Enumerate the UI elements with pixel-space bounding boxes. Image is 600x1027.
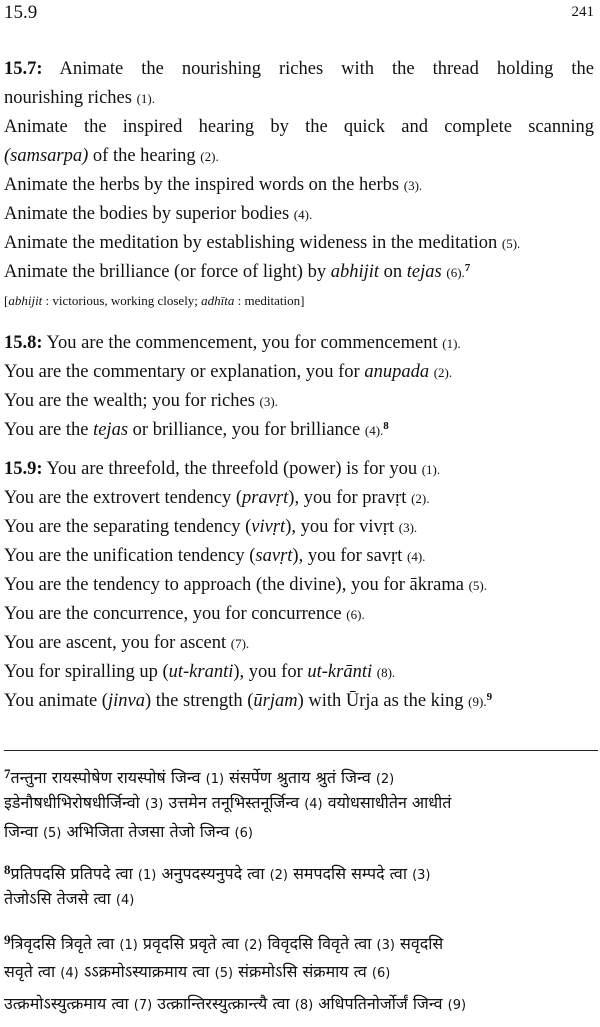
gloss-text: : victorious, working closely; [42, 293, 202, 308]
gloss-term: adhīta [201, 293, 235, 308]
verse-text: Animate the meditation by establishing wideness in the meditation [4, 233, 498, 253]
gloss-text: : meditation] [234, 293, 305, 308]
term: tejas [406, 262, 442, 282]
verse-15-8-line-1 [4, 332, 594, 355]
verse-text: You are the commentary or explanation, you for [4, 362, 365, 382]
verse-text: You are the tendency to approach (the divine), you for ākrama [4, 575, 464, 595]
verse-15-7-line-2 [4, 87, 594, 110]
verse-text: ), you for vivṛt [285, 517, 395, 537]
verse-15-7-line-4 [4, 145, 594, 168]
term: savṛt [255, 546, 293, 566]
verse-number: (3) [412, 868, 431, 883]
page-number: 241 [571, 4, 594, 20]
verse-number: (7) [133, 998, 153, 1013]
term: anupada [364, 362, 430, 382]
footnote-marker: 7 [464, 262, 471, 274]
sanskrit-text: सवृदसि [400, 934, 444, 953]
sanskrit-text: अधिपतिनोर्जोर्जं जिन्व [318, 994, 443, 1013]
sanskrit-text: संक्रमोऽसि संक्रमाय त्व [238, 962, 367, 981]
verse-15-9-line-8 [4, 661, 594, 684]
verse-number: (4) [60, 966, 79, 981]
verse-number: (3) [376, 938, 395, 953]
verse-number: (4). [364, 423, 384, 438]
verse-number: (8) [294, 998, 314, 1013]
verse-15-7-line-7 [4, 232, 594, 255]
term: ut-kranti [168, 662, 234, 682]
sanskrit-text: प्रवृदसि प्रवृते त्वा [142, 934, 239, 953]
verse-number: (1). [136, 91, 155, 106]
verse-label: 15.7: [4, 59, 43, 79]
verse-15-9-line-1 [4, 458, 594, 481]
term: (samsarpa) [4, 146, 89, 166]
term: ūrjam [253, 691, 298, 711]
verse-15-8-line-3 [4, 390, 594, 413]
verse-number: (2) [269, 868, 288, 883]
verse-number: (5) [214, 966, 234, 981]
verse-text: of the hearing [88, 146, 196, 166]
sanskrit-text: उत्क्रान्तिरस्युत्क्रान्त्यै त्वा [157, 994, 290, 1013]
verse-text: Animate the herbs by the inspired words on the herbs [4, 175, 400, 195]
verse-number: (2) [375, 772, 395, 787]
footnote-9-line-1 [4, 929, 596, 957]
verse-number: (1) [137, 868, 157, 883]
verse-text: ), you for savṛt [292, 546, 403, 566]
verse-number: (6). [446, 265, 465, 280]
footnote-7-line-2 [4, 792, 596, 816]
sanskrit-text: सवृते त्वा [4, 962, 56, 981]
sanskrit-text: अभिजिता तेजसा तेजो जिन्व [66, 822, 230, 841]
verse-text: You are the unification tendency ( [4, 546, 256, 566]
verse-text: ), you for pravṛt [288, 488, 407, 508]
sanskrit-text: वयोधसाधीतेन आधीतं [327, 793, 452, 812]
sanskrit-text: उत्तमेन तनूभिस्तनूर्जिन्व [168, 793, 300, 812]
footnote-8-line-1 [4, 859, 596, 887]
verse-15-7-line-1 [4, 58, 594, 80]
footnote-divider [4, 750, 598, 751]
gloss-text: [ [4, 293, 9, 308]
verse-number: (1) [205, 772, 225, 787]
sanskrit-text: उत्क्रमोऽस्युत्क्रमाय त्वा [4, 994, 129, 1013]
verse-text: You are the wealth; you for riches [4, 391, 255, 411]
verse-number: (3). [259, 394, 278, 409]
term: vivṛt [251, 517, 286, 537]
verse-15-9-line-2 [4, 487, 594, 510]
verse-number: (5). [501, 236, 521, 251]
sanskrit-text: प्रतिपदसि प्रतिपदे त्वा [10, 864, 133, 883]
sanskrit-text: ऽऽक्रमोऽस्याक्रमाय त्वा [83, 962, 210, 981]
term: jinva [107, 691, 145, 711]
verse-15-7-line-3 [4, 116, 594, 138]
verse-number: (4) [304, 797, 323, 812]
footnote-7-line-1 [4, 763, 596, 791]
verse-text: Animate the brilliance (or force of light) by [4, 262, 331, 282]
footnote-8-line-2 [4, 888, 596, 912]
section-header: 15.9 [4, 2, 38, 23]
verse-text: You are the concurrence, you for concurrence [4, 604, 342, 624]
verse-15-9-line-3 [4, 516, 594, 539]
footnote-7-line-3 [4, 821, 596, 845]
sanskrit-text: इडेनौषधीभिरोषधीर्जिन्वो [4, 793, 140, 812]
verse-number: (9). [468, 694, 487, 709]
verse-text: You are the extrovert tendency ( [4, 488, 243, 508]
footnote-number: 8 [4, 862, 11, 877]
term: pravṛt [242, 488, 289, 508]
verse-number: (7). [230, 636, 250, 651]
verse-text: You are the commencement, you for commencement [42, 333, 438, 353]
sanskrit-text: संसर्पेण श्रुताय श्रुतं जिन्व [229, 768, 371, 787]
verse-number: (5) [42, 826, 62, 841]
verse-15-9-line-5 [4, 574, 594, 597]
verse-15-8-line-4 [4, 419, 594, 442]
term: abhijit [330, 262, 380, 282]
verse-text: You are the separating tendency ( [4, 517, 252, 537]
verse-15-9-line-4 [4, 545, 594, 568]
footnote-marker: 9 [486, 691, 493, 703]
verse-text: Animate the bodies by superior bodies [4, 204, 290, 224]
term: ut-krānti [307, 662, 373, 682]
verse-label: 15.8: [4, 333, 43, 353]
verse-text: You are threefold, the threefold (power) is for you [42, 459, 418, 479]
footnote-number: 9 [4, 932, 11, 947]
verse-number: (6) [371, 966, 391, 981]
sanskrit-text: अनुपदस्यनुपदे त्वा [161, 864, 265, 883]
verse-text: You are ascent, you for ascent [4, 633, 227, 653]
verse-text: ) the strength ( [144, 691, 254, 711]
verse-number: (1). [442, 336, 461, 351]
sanskrit-text: तेजोऽसि तेजसे त्वा [4, 889, 111, 908]
verse-number: (6) [234, 826, 253, 841]
verse-15-7-line-6 [4, 203, 594, 226]
sanskrit-text: जिन्वा [4, 822, 38, 841]
verse-text: nourishing riches [4, 88, 132, 108]
verse-number: (4). [406, 549, 426, 564]
verse-15-8-line-2 [4, 361, 594, 384]
verse-number: (3). [403, 178, 423, 193]
verse-text: ) with Ūrja as the king [297, 691, 464, 711]
verse-15-9-line-6 [4, 603, 594, 626]
sanskrit-text: विवृदसि विवृते त्वा [267, 934, 372, 953]
verse-number: (2) [244, 938, 263, 953]
verse-number: (1) [119, 938, 138, 953]
verse-number: (3) [144, 797, 164, 812]
verse-number: (9) [447, 998, 467, 1013]
gloss-term: abhijit [8, 293, 43, 308]
verse-number: (3). [398, 520, 418, 535]
verse-number: (6). [346, 607, 365, 622]
sanskrit-text: समपदसि सम्पदे त्वा [293, 864, 407, 883]
verse-text: or brilliance, you for brilliance [128, 420, 361, 440]
verse-number: (5). [468, 578, 487, 593]
verse-15-7-line-8 [4, 261, 594, 284]
verse-text: You animate ( [4, 691, 108, 711]
verse-number: (2). [411, 491, 430, 506]
verse-text: ), you for [233, 662, 308, 682]
verse-number: (1). [421, 462, 441, 477]
verse-number: (4). [293, 207, 313, 222]
verse-text: on [379, 262, 407, 282]
verse-number: (8). [376, 665, 396, 680]
footnote-number: 7 [4, 766, 11, 781]
gloss-note [4, 290, 594, 312]
verse-number: (2). [433, 365, 453, 380]
verse-number: (4) [115, 893, 135, 908]
verse-number: (2). [200, 149, 219, 164]
footnote-marker: 8 [383, 420, 389, 432]
sanskrit-text: त्रिवृदसि त्रिवृते त्वा [10, 934, 115, 953]
verse-15-7-line-5 [4, 174, 594, 197]
verse-text: Animate the nourishing riches with the thread holding the [42, 59, 594, 79]
term: tejas [93, 420, 129, 440]
footnote-9-line-3 [4, 993, 596, 1017]
sanskrit-text: तन्तुना रायस्पोषेण रायस्पोषं जिन्व [10, 768, 201, 787]
verse-text: You for spiralling up ( [4, 662, 169, 682]
verse-label: 15.9: [4, 459, 43, 479]
verse-text: Animate the inspired hearing by the quick and complete scanning [4, 117, 594, 137]
verse-15-9-line-7 [4, 632, 594, 655]
verse-text: You are the [4, 420, 94, 440]
verse-15-9-line-9 [4, 690, 594, 713]
footnote-9-line-2 [4, 961, 596, 985]
